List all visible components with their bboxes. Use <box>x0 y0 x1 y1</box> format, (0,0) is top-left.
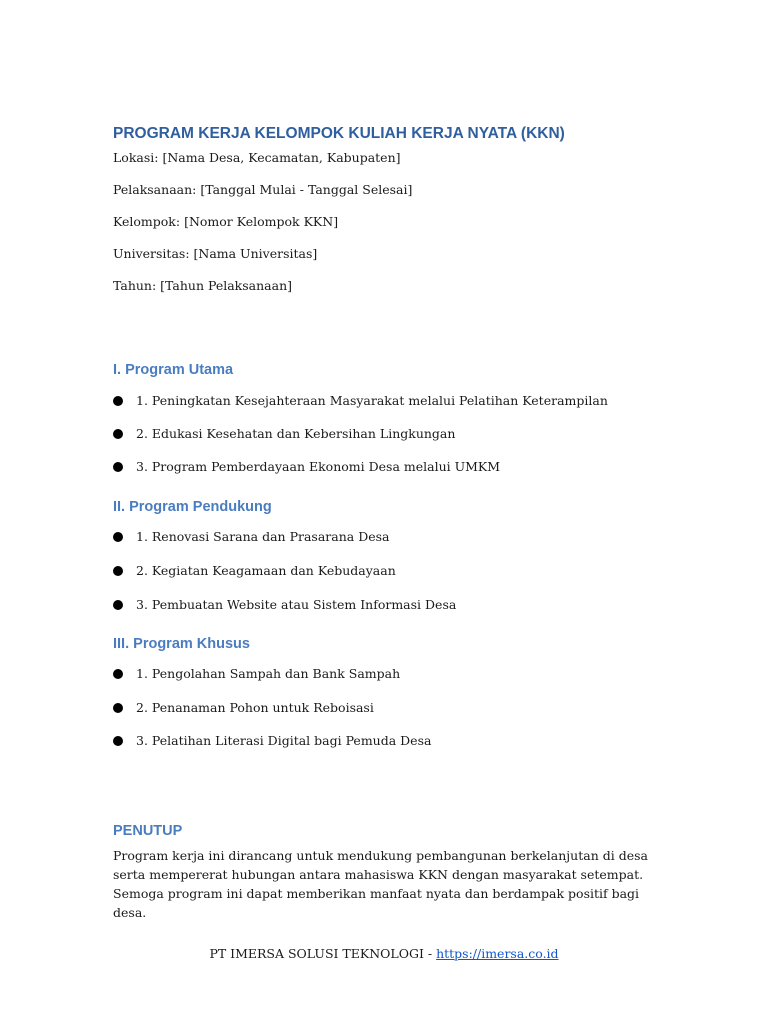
list-item-text: 2. Kegiatan Keagamaan dan Kebudayaan <box>136 563 396 578</box>
meta-year: Tahun: [Tahun Pelaksanaan] <box>113 278 292 293</box>
document-title: PROGRAM KERJA KELOMPOK KULIAH KERJA NYATA (KKN) <box>113 125 565 142</box>
section-heading-main: I. Program Utama <box>113 362 234 378</box>
list-item <box>113 529 389 544</box>
meta-period: Pelaksanaan: [Tanggal Mulai - Tanggal Selesai] <box>113 182 413 197</box>
bullet-icon <box>113 532 123 542</box>
section-heading-support: II. Program Pendukung <box>113 499 272 515</box>
list-item <box>113 393 608 408</box>
list-item <box>113 666 400 681</box>
list-item <box>113 563 396 578</box>
list-item-text: 3. Program Pemberdayaan Ekonomi Desa melalui UMKM <box>136 459 501 474</box>
meta-group: Kelompok: [Nomor Kelompok KKN] <box>113 214 339 229</box>
bullet-icon <box>113 396 123 406</box>
list-item-text: 3. Pelatihan Literasi Digital bagi Pemuda Desa <box>136 733 432 748</box>
list-item-text: 2. Penanaman Pohon untuk Reboisasi <box>136 700 374 715</box>
list-item <box>113 459 500 474</box>
list-item-text: 3. Pembuatan Website atau Sistem Informasi Desa <box>136 597 457 612</box>
footer-website-link[interactable]: https://imersa.co.id <box>436 946 559 961</box>
list-item-text: 1. Peningkatan Kesejahteraan Masyarakat melalui Pelatihan Keterampilan <box>136 393 608 408</box>
bullet-icon <box>113 669 123 679</box>
list-item-text: 1. Pengolahan Sampah dan Bank Sampah <box>136 666 401 681</box>
section-heading-special: III. Program Khusus <box>113 636 250 652</box>
list-item-text: 1. Renovasi Sarana dan Prasarana Desa <box>136 529 390 544</box>
bullet-icon <box>113 566 123 576</box>
bullet-icon <box>113 703 123 713</box>
meta-location: Lokasi: [Nama Desa, Kecamatan, Kabupaten] <box>113 150 401 165</box>
closing-paragraph: Program kerja ini dirancang untuk mendukung pembangunan berkelanjutan di desa serta mempererat hubungan antara mahasiswa KKN dengan masyarakat setempat. Semoga program ini dapat memberikan manfaat nyata dan berdampak positif bagi desa. <box>113 848 648 920</box>
list-item <box>113 700 374 715</box>
page-footer <box>0 946 768 961</box>
bullet-icon <box>113 462 123 472</box>
list-item <box>113 597 456 612</box>
footer-company: PT IMERSA SOLUSI TEKNOLOGI - <box>209 946 437 961</box>
bullet-icon <box>113 736 123 746</box>
meta-university: Universitas: [Nama Universitas] <box>113 246 318 261</box>
closing-heading: PENUTUP <box>113 823 183 839</box>
bullet-icon <box>113 600 123 610</box>
list-item <box>113 426 455 441</box>
bullet-icon <box>113 429 123 439</box>
list-item-text: 2. Edukasi Kesehatan dan Kebersihan Lingkungan <box>136 426 456 441</box>
list-item <box>113 733 431 748</box>
